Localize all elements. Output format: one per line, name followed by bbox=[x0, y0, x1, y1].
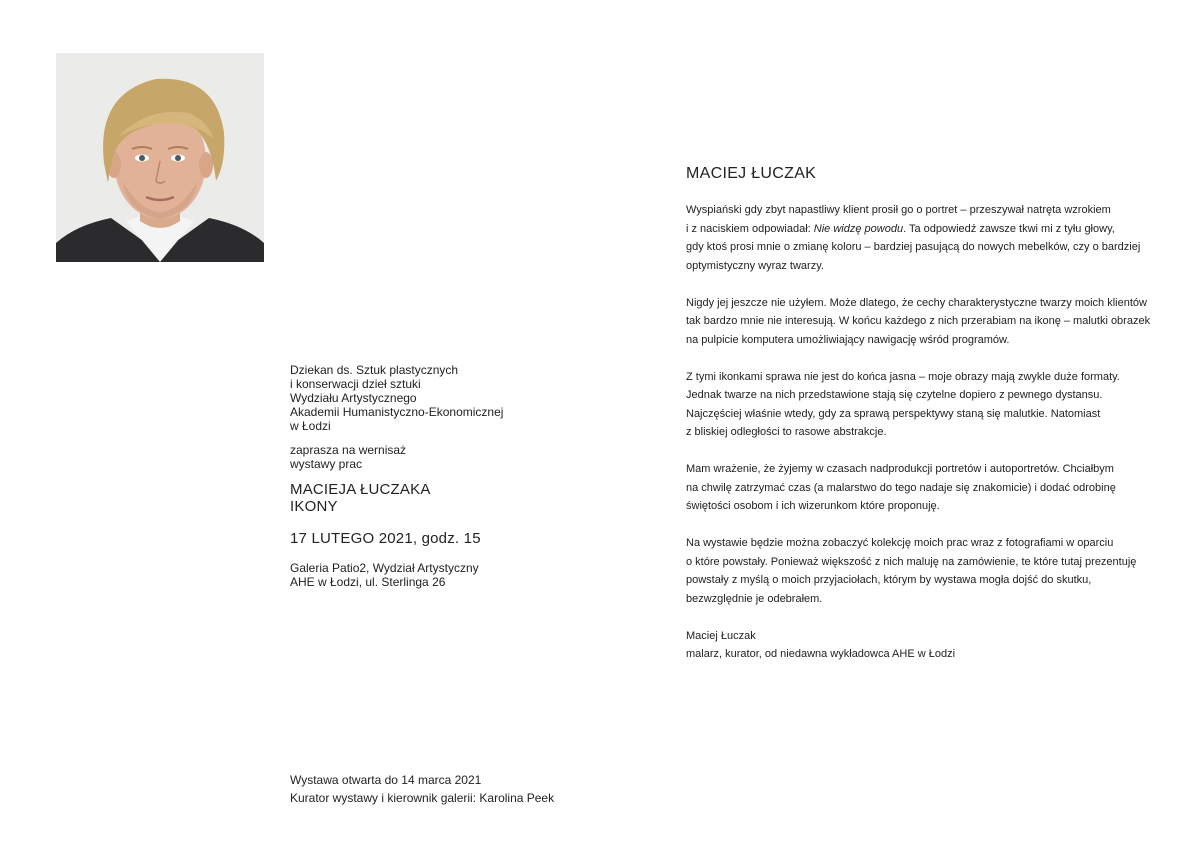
paragraph-line: optymistyczny wyraz twarzy. bbox=[686, 259, 824, 272]
paragraph-line: na chwilę zatrzymać czas (a malarstwo do tego nadaje się znakomicie) i dodać odrobinę bbox=[686, 481, 1116, 494]
paragraph-line: tak bardzo mnie nie interesują. W końcu każdego z nich przerabiam na ikonę – malutki obrazek bbox=[686, 315, 1151, 327]
dean-line: w Łodzi bbox=[290, 419, 331, 433]
paragraph-line: Wyspiański gdy zbyt napastliwy klient prosił go o portret – przeszywał natręta wzrokiem bbox=[686, 204, 1111, 216]
dean-text bbox=[290, 363, 650, 433]
paragraph-line: na pulpicie komputera umożliwiający nawigację wśród programów. bbox=[686, 333, 1010, 346]
dean-line: i konserwacji dzieł sztuki bbox=[290, 377, 421, 391]
paragraph-line: z bliskiej odległości to rasowe abstrakcje. bbox=[686, 426, 887, 438]
exhibition-open-until: Wystawa otwarta do 14 marca 2021 bbox=[290, 773, 482, 787]
signature-role: malarz, kurator, od niedawna wykładowca AHE w Łodzi bbox=[686, 648, 956, 660]
paragraph-line: o które powstały. Ponieważ większość z nich maluję na zamówienie, te które tutaj prezentuję bbox=[686, 555, 1137, 568]
statement-paragraph-4 bbox=[686, 460, 1166, 516]
paragraph-line: Jednak twarze na nich przedstawione stają się czytelne dopiero z pewnego dystansu. bbox=[686, 389, 1103, 401]
artist-portrait-photo bbox=[56, 53, 264, 262]
paragraph-text: i z naciskiem odpowiadał: bbox=[686, 222, 814, 235]
artist-statement bbox=[686, 165, 1166, 664]
statement-paragraph-5 bbox=[686, 534, 1166, 608]
dean-line: Wydziału Artystycznego bbox=[290, 391, 417, 405]
paragraph-line: Z tymi ikonkami sprawa nie jest do końca jasna – moje obrazy mają zwykle duże formaty. bbox=[686, 370, 1120, 383]
quote-emphasis: Nie widzę powodu bbox=[813, 222, 904, 235]
footer-info bbox=[290, 771, 650, 807]
venue-line: AHE w Łodzi, ul. Sterlinga 26 bbox=[290, 575, 446, 589]
dean-line: Dziekan ds. Sztuk plastycznych bbox=[290, 363, 459, 377]
invitation-block bbox=[290, 363, 650, 589]
paragraph-line: świętości osobom i ich wizerunkom które proponuję. bbox=[686, 500, 940, 512]
statement-paragraph-3 bbox=[686, 368, 1166, 442]
artist-name: MACIEJA ŁUCZAKA bbox=[290, 481, 431, 498]
invite-text bbox=[290, 443, 650, 471]
statement-paragraph-2 bbox=[686, 294, 1166, 350]
paragraph-line: Nigdy jej jeszcze nie użyłem. Może dlatego, że cechy charakterystyczne twarzy moich klientów bbox=[686, 296, 1147, 309]
venue-address bbox=[290, 561, 650, 589]
statement-title: MACIEJ ŁUCZAK bbox=[686, 165, 817, 182]
paragraph-line: gdy ktoś prosi mnie o zmianę koloru – bardziej pasującą do nowych mebelków, czy o bardziej bbox=[686, 241, 1141, 253]
curator-credit: Kurator wystawy i kierownik galerii: Karolina Peek bbox=[290, 791, 555, 805]
statement-paragraph-1 bbox=[686, 201, 1166, 275]
paragraph-line: Najczęściej właśnie wtedy, gdy za sprawą perspektywy staną się malutkie. Natomiast bbox=[686, 407, 1101, 420]
dean-line: Akademii Humanistyczno-Ekonomicznej bbox=[290, 405, 504, 419]
venue-line: Galeria Patio2, Wydział Artystyczny bbox=[290, 561, 479, 575]
paragraph-line: Mam wrażenie, że żyjemy w czasach nadprodukcji portretów i autoportretów. Chciałbym bbox=[686, 463, 1114, 475]
invite-line: wystawy prac bbox=[290, 457, 363, 471]
paragraph-line: Na wystawie będzie można zobaczyć kolekcję moich prac wraz z fotografiami w oparciu bbox=[686, 537, 1114, 549]
signature-name: Maciej Łuczak bbox=[686, 629, 756, 642]
exhibition-title: IKONY bbox=[290, 498, 338, 515]
paragraph-line bbox=[686, 220, 1166, 239]
paragraph-line: powstały z myślą o moich przyjaciołach, którym by wystawa mogła dojść do skutku, bbox=[686, 574, 1092, 586]
exhibition-date: 17 LUTEGO 2021, godz. 15 bbox=[290, 530, 481, 547]
paragraph-line: bezwzględnie je odebrałem. bbox=[686, 592, 823, 605]
paragraph-text: . Ta odpowiedź zawsze tkwi mi z tyłu głowy, bbox=[903, 222, 1115, 235]
invite-line: zaprasza na wernisaż bbox=[290, 443, 407, 457]
